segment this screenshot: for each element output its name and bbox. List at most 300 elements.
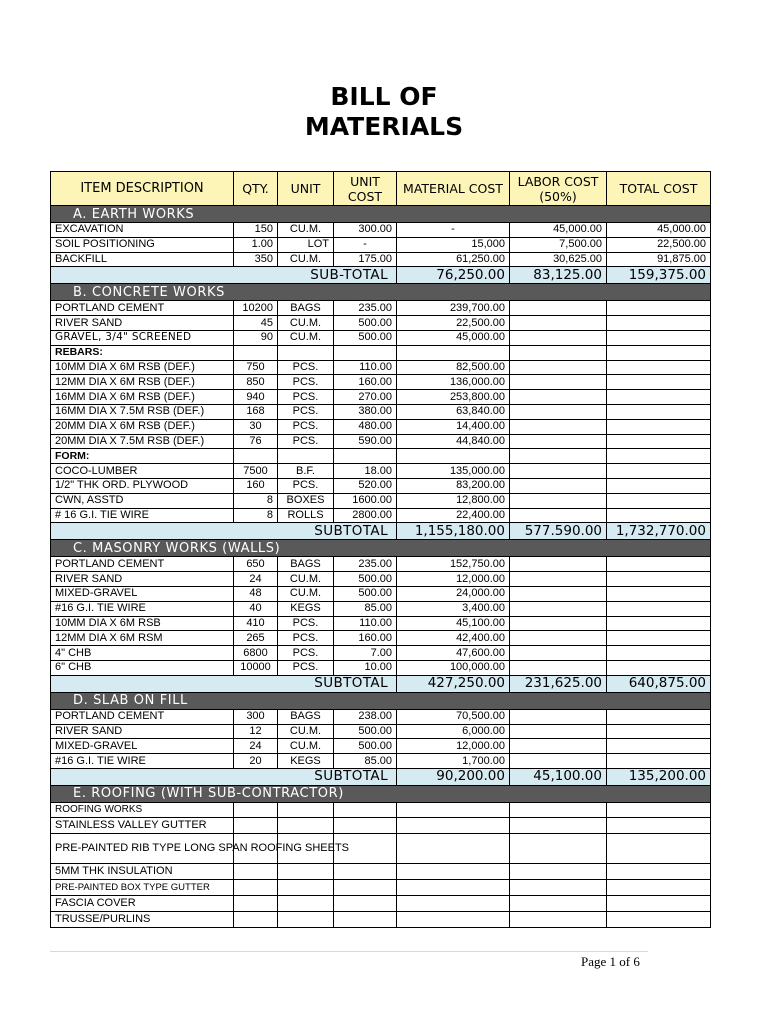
section-title: C. MASONRY WORKS (WALLS) [51, 540, 711, 557]
item-material-cost: - [397, 223, 510, 238]
item-material-cost: 42,400.00 [397, 631, 510, 646]
item-labor-cost [510, 557, 607, 572]
item-unit-cost: 590.00 [334, 434, 397, 449]
item-unit-cost: 235.00 [334, 557, 397, 572]
item-unit: CU.M. [278, 252, 334, 267]
bill-of-materials-table [50, 171, 711, 928]
item-unit-cost: 500.00 [334, 330, 397, 345]
item-qty: 20 [234, 754, 278, 769]
empty-cell [397, 345, 510, 360]
item-qty: 76 [234, 434, 278, 449]
item-labor-cost [510, 404, 607, 419]
item-total-cost [607, 301, 711, 316]
table-row [51, 739, 711, 754]
item-qty: 90 [234, 330, 278, 345]
section-header-concrete-works [51, 284, 711, 301]
empty-cell [234, 895, 278, 911]
group-label-row [51, 345, 711, 360]
header-qty: QTY. [234, 172, 278, 206]
item-description: 1/2" THK ORD. PLYWOOD [51, 478, 234, 493]
item-description: CWN, ASSTD [51, 493, 234, 508]
item-description: PORTLAND CEMENT [51, 557, 234, 572]
table-row [51, 464, 711, 479]
item-material-cost: 135,000.00 [397, 464, 510, 479]
rebars-label: REBARS: [51, 345, 234, 360]
table-row [51, 631, 711, 646]
empty-cell [510, 817, 607, 833]
table-row [51, 586, 711, 601]
item-total-cost [607, 508, 711, 523]
item-labor-cost [510, 660, 607, 675]
item-description: TRUSSE/PURLINS [51, 911, 234, 927]
item-unit: PCS. [278, 360, 334, 375]
item-labor-cost [510, 616, 607, 631]
item-description: PRE-PAINTED BOX TYPE GUTTER [51, 879, 234, 895]
subtotal-material: 90,200.00 [397, 768, 510, 785]
item-material-cost: 24,000.00 [397, 586, 510, 601]
item-labor-cost: 30,625.00 [510, 252, 607, 267]
item-total-cost [607, 493, 711, 508]
item-unit: BAGS [278, 709, 334, 724]
table-row [51, 616, 711, 631]
item-description: #16 G.I. TIE WIRE [51, 754, 234, 769]
item-unit-cost: 500.00 [334, 724, 397, 739]
empty-cell [334, 879, 397, 895]
subtotal-label: SUBTOTAL [51, 523, 397, 540]
table-row [51, 478, 711, 493]
item-total-cost [607, 631, 711, 646]
item-unit: CU.M. [278, 586, 334, 601]
subtotal-row [51, 523, 711, 540]
item-unit: CU.M. [278, 724, 334, 739]
table-row [51, 879, 711, 895]
item-description: 16MM DIA X 7.5M RSB (DEF.) [51, 404, 234, 419]
item-unit: PCS. [278, 631, 334, 646]
item-labor-cost [510, 464, 607, 479]
empty-cell [510, 345, 607, 360]
item-unit: KEGS [278, 754, 334, 769]
table-row [51, 911, 711, 927]
item-qty: 40 [234, 601, 278, 616]
item-labor-cost [510, 434, 607, 449]
item-material-cost: 45,100.00 [397, 616, 510, 631]
table-row [51, 508, 711, 523]
item-qty: 265 [234, 631, 278, 646]
subtotal-total: 1,732,770.00 [607, 523, 711, 540]
table-row [51, 223, 711, 238]
empty-cell [397, 895, 510, 911]
empty-cell [234, 345, 278, 360]
empty-cell [510, 863, 607, 879]
item-unit: LOT [278, 237, 334, 252]
empty-cell [397, 863, 510, 879]
item-unit-cost: 10.00 [334, 660, 397, 675]
item-qty: 24 [234, 739, 278, 754]
item-labor-cost: 45,000.00 [510, 223, 607, 238]
empty-cell [607, 817, 711, 833]
item-description: 12MM DIA X 6M RSM [51, 631, 234, 646]
item-material-cost: 45,000.00 [397, 330, 510, 345]
item-material-cost: 22,400.00 [397, 508, 510, 523]
item-labor-cost [510, 316, 607, 331]
empty-cell [397, 449, 510, 464]
item-labor-cost [510, 419, 607, 434]
item-material-cost: 63,840.00 [397, 404, 510, 419]
item-labor-cost [510, 360, 607, 375]
item-unit-cost: 175.00 [334, 252, 397, 267]
item-unit: PCS. [278, 419, 334, 434]
subtotal-total: 640,875.00 [607, 675, 711, 692]
item-total-cost [607, 601, 711, 616]
table-row [51, 754, 711, 769]
item-unit: BAGS [278, 557, 334, 572]
item-qty: 750 [234, 360, 278, 375]
item-unit-cost: 85.00 [334, 601, 397, 616]
title-line-1: BILL OF [330, 82, 438, 111]
item-labor-cost [510, 301, 607, 316]
item-qty: 850 [234, 375, 278, 390]
item-description: PRE-PAINTED RIB TYPE LONG SPAN ROOFING SHEETS [51, 833, 234, 863]
item-unit-cost: - [334, 237, 397, 252]
item-unit-cost: 1600.00 [334, 493, 397, 508]
item-labor-cost [510, 631, 607, 646]
item-unit: BAGS [278, 301, 334, 316]
item-description: COCO-LUMBER [51, 464, 234, 479]
empty-cell [278, 345, 334, 360]
item-material-cost: 22,500.00 [397, 316, 510, 331]
item-qty: 410 [234, 616, 278, 631]
item-unit-cost: 85.00 [334, 754, 397, 769]
empty-cell [510, 895, 607, 911]
item-qty: 940 [234, 390, 278, 405]
item-total-cost [607, 404, 711, 419]
item-material-cost: 152,750.00 [397, 557, 510, 572]
item-total-cost [607, 724, 711, 739]
empty-cell [278, 802, 334, 817]
item-qty: 350 [234, 252, 278, 267]
header-item-description: ITEM DESCRIPTION [51, 172, 234, 206]
item-unit: PCS. [278, 478, 334, 493]
item-unit: ROLLS [278, 508, 334, 523]
table-row [51, 660, 711, 675]
subtotal-total: 135,200.00 [607, 768, 711, 785]
item-description: STAINLESS VALLEY GUTTER [51, 817, 234, 833]
section-title: A. EARTH WORKS [51, 206, 711, 223]
subtotal-label: SUB-TOTAL [51, 267, 397, 284]
item-labor-cost [510, 390, 607, 405]
item-qty: 48 [234, 586, 278, 601]
empty-cell [234, 863, 278, 879]
header-row [51, 172, 711, 206]
item-unit: PCS. [278, 616, 334, 631]
empty-cell [334, 817, 397, 833]
item-total-cost [607, 646, 711, 661]
item-total-cost [607, 709, 711, 724]
header-unit: UNIT [278, 172, 334, 206]
table-row [51, 572, 711, 587]
item-material-cost: 136,000.00 [397, 375, 510, 390]
item-unit-cost: 2800.00 [334, 508, 397, 523]
header-labor-cost: LABOR COST (50%) [510, 172, 607, 206]
item-unit-cost: 270.00 [334, 390, 397, 405]
item-unit: BOXES [278, 493, 334, 508]
item-description: 6" CHB [51, 660, 234, 675]
section-title: D. SLAB ON FILL [51, 692, 711, 709]
item-qty: 45 [234, 316, 278, 331]
item-total-cost [607, 557, 711, 572]
table-row [51, 863, 711, 879]
item-material-cost: 70,500.00 [397, 709, 510, 724]
header-unit-cost: UNIT COST [334, 172, 397, 206]
group-label-row [51, 449, 711, 464]
item-unit: CU.M. [278, 739, 334, 754]
subtotal-labor: 45,100.00 [510, 768, 607, 785]
item-labor-cost [510, 586, 607, 601]
section-title: B. CONCRETE WORKS [51, 284, 711, 301]
empty-cell [234, 449, 278, 464]
item-qty: 650 [234, 557, 278, 572]
subtotal-label: SUBTOTAL [51, 768, 397, 785]
item-labor-cost [510, 601, 607, 616]
item-description: PORTLAND CEMENT [51, 709, 234, 724]
item-labor-cost [510, 709, 607, 724]
item-material-cost: 100,000.00 [397, 660, 510, 675]
table-row [51, 330, 711, 345]
empty-cell [334, 802, 397, 817]
item-qty: 1.00 [234, 237, 278, 252]
item-unit-cost: 500.00 [334, 316, 397, 331]
item-qty: 160 [234, 478, 278, 493]
item-unit: PCS. [278, 646, 334, 661]
header-material-cost: MATERIAL COST [397, 172, 510, 206]
item-total-cost [607, 478, 711, 493]
subtotal-label: SUBTOTAL [51, 675, 397, 692]
item-material-cost: 6,000.00 [397, 724, 510, 739]
table-row [51, 434, 711, 449]
item-labor-cost [510, 493, 607, 508]
table-row [51, 252, 711, 267]
empty-cell [234, 911, 278, 927]
item-total-cost [607, 419, 711, 434]
table-row [51, 646, 711, 661]
item-total-cost: 22,500.00 [607, 237, 711, 252]
item-description: 10MM DIA X 6M RSB [51, 616, 234, 631]
item-labor-cost [510, 754, 607, 769]
empty-cell [334, 863, 397, 879]
item-qty: 150 [234, 223, 278, 238]
item-description: 20MM DIA X 6M RSB (DEF.) [51, 419, 234, 434]
item-labor-cost [510, 646, 607, 661]
item-description: # 16 G.I. TIE WIRE [51, 508, 234, 523]
item-total-cost [607, 754, 711, 769]
table-row [51, 390, 711, 405]
table-row [51, 557, 711, 572]
empty-cell [510, 833, 607, 863]
item-description: RIVER SAND [51, 572, 234, 587]
item-qty: 6800 [234, 646, 278, 661]
table-row [51, 601, 711, 616]
item-total-cost [607, 360, 711, 375]
item-description: PORTLAND CEMENT [51, 301, 234, 316]
item-total-cost [607, 330, 711, 345]
table-row [51, 724, 711, 739]
item-qty: 12 [234, 724, 278, 739]
table-row [51, 316, 711, 331]
item-total-cost [607, 586, 711, 601]
item-description: SOIL POSITIONING [51, 237, 234, 252]
item-total-cost [607, 572, 711, 587]
empty-cell [510, 911, 607, 927]
item-unit: PCS. [278, 404, 334, 419]
item-material-cost: 239,700.00 [397, 301, 510, 316]
section-header-roofing [51, 785, 711, 802]
item-qty: 300 [234, 709, 278, 724]
subtotal-total: 159,375.00 [607, 267, 711, 284]
item-description: 20MM DIA X 7.5M RSB (DEF.) [51, 434, 234, 449]
empty-cell [397, 833, 510, 863]
empty-cell [234, 817, 278, 833]
item-material-cost: 253,800.00 [397, 390, 510, 405]
item-labor-cost [510, 508, 607, 523]
item-material-cost: 47,600.00 [397, 646, 510, 661]
item-description: GRAVEL, 3/4" SCREENED [51, 330, 234, 345]
item-unit: PCS. [278, 390, 334, 405]
item-unit-cost: 380.00 [334, 404, 397, 419]
item-description: 4" CHB [51, 646, 234, 661]
item-material-cost: 44,840.00 [397, 434, 510, 449]
item-unit: KEGS [278, 601, 334, 616]
item-description: 5MM THK INSULATION [51, 863, 234, 879]
subtotal-labor: 231,625.00 [510, 675, 607, 692]
item-material-cost: 12,000.00 [397, 739, 510, 754]
empty-cell [278, 879, 334, 895]
header-total-cost: TOTAL COST [607, 172, 711, 206]
item-labor-cost [510, 739, 607, 754]
item-qty: 10200 [234, 301, 278, 316]
empty-cell [397, 879, 510, 895]
empty-cell [607, 911, 711, 927]
item-material-cost: 83,200.00 [397, 478, 510, 493]
item-total-cost [607, 390, 711, 405]
item-qty: 10000 [234, 660, 278, 675]
empty-cell [397, 911, 510, 927]
item-total-cost: 91,875.00 [607, 252, 711, 267]
empty-cell [234, 802, 278, 817]
item-total-cost: 45,000.00 [607, 223, 711, 238]
item-description: RIVER SAND [51, 724, 234, 739]
item-material-cost: 1,700.00 [397, 754, 510, 769]
document-title [0, 82, 768, 142]
empty-cell [510, 879, 607, 895]
item-unit: B.F. [278, 464, 334, 479]
empty-cell [334, 449, 397, 464]
table-row [51, 833, 711, 863]
item-material-cost: 3,400.00 [397, 601, 510, 616]
item-qty: 24 [234, 572, 278, 587]
empty-cell [278, 817, 334, 833]
form-label: FORM: [51, 449, 234, 464]
subtotal-row [51, 267, 711, 284]
item-unit-cost: 7.00 [334, 646, 397, 661]
item-unit: CU.M. [278, 316, 334, 331]
empty-cell [278, 449, 334, 464]
empty-cell [607, 863, 711, 879]
item-unit: CU.M. [278, 330, 334, 345]
subtotal-material: 1,155,180.00 [397, 523, 510, 540]
item-unit-cost: 18.00 [334, 464, 397, 479]
item-description: ROOFING WORKS [51, 802, 234, 817]
item-qty: 8 [234, 508, 278, 523]
item-unit: CU.M. [278, 572, 334, 587]
title-line-2: MATERIALS [304, 112, 464, 141]
item-material-cost: 12,000.00 [397, 572, 510, 587]
item-unit-cost: 500.00 [334, 739, 397, 754]
table-row [51, 895, 711, 911]
item-labor-cost [510, 330, 607, 345]
item-qty: 30 [234, 419, 278, 434]
section-title: E. ROOFING (WITH SUB-CONTRACTOR) [51, 785, 711, 802]
subtotal-labor: 577.590.00 [510, 523, 607, 540]
empty-cell [510, 449, 607, 464]
empty-cell [334, 345, 397, 360]
subtotal-material: 76,250.00 [397, 267, 510, 284]
empty-cell [607, 345, 711, 360]
table-row [51, 301, 711, 316]
item-total-cost [607, 316, 711, 331]
subtotal-labor: 83,125.00 [510, 267, 607, 284]
item-description: MIXED-GRAVEL [51, 739, 234, 754]
item-unit-cost: 160.00 [334, 631, 397, 646]
table-row [51, 404, 711, 419]
table-row [51, 419, 711, 434]
item-material-cost: 14,400.00 [397, 419, 510, 434]
table-row [51, 237, 711, 252]
item-unit: CU.M. [278, 223, 334, 238]
empty-cell [278, 911, 334, 927]
table-row [51, 709, 711, 724]
item-unit-cost: 300.00 [334, 223, 397, 238]
item-description: 10MM DIA X 6M RSB (DEF.) [51, 360, 234, 375]
table-row [51, 360, 711, 375]
item-unit-cost: 520.00 [334, 478, 397, 493]
footer-divider [50, 951, 648, 952]
item-unit-cost: 480.00 [334, 419, 397, 434]
empty-cell [607, 802, 711, 817]
item-description: 12MM DIA X 6M RSB (DEF.) [51, 375, 234, 390]
item-description: FASCIA COVER [51, 895, 234, 911]
item-qty: 168 [234, 404, 278, 419]
empty-cell [397, 817, 510, 833]
item-material-cost: 61,250.00 [397, 252, 510, 267]
item-material-cost: 15,000 [397, 237, 510, 252]
table-row [51, 802, 711, 817]
section-header-slab-on-fill [51, 692, 711, 709]
item-labor-cost [510, 724, 607, 739]
item-total-cost [607, 616, 711, 631]
item-qty: 8 [234, 493, 278, 508]
item-unit-cost: 160.00 [334, 375, 397, 390]
section-header-earth-works [51, 206, 711, 223]
empty-cell [607, 879, 711, 895]
empty-cell [234, 879, 278, 895]
page-number: Page 1 of 6 [581, 954, 640, 969]
item-total-cost [607, 660, 711, 675]
empty-cell [510, 802, 607, 817]
item-unit-cost: 110.00 [334, 616, 397, 631]
item-unit-cost: 500.00 [334, 586, 397, 601]
empty-cell [278, 863, 334, 879]
item-description: MIXED-GRAVEL [51, 586, 234, 601]
